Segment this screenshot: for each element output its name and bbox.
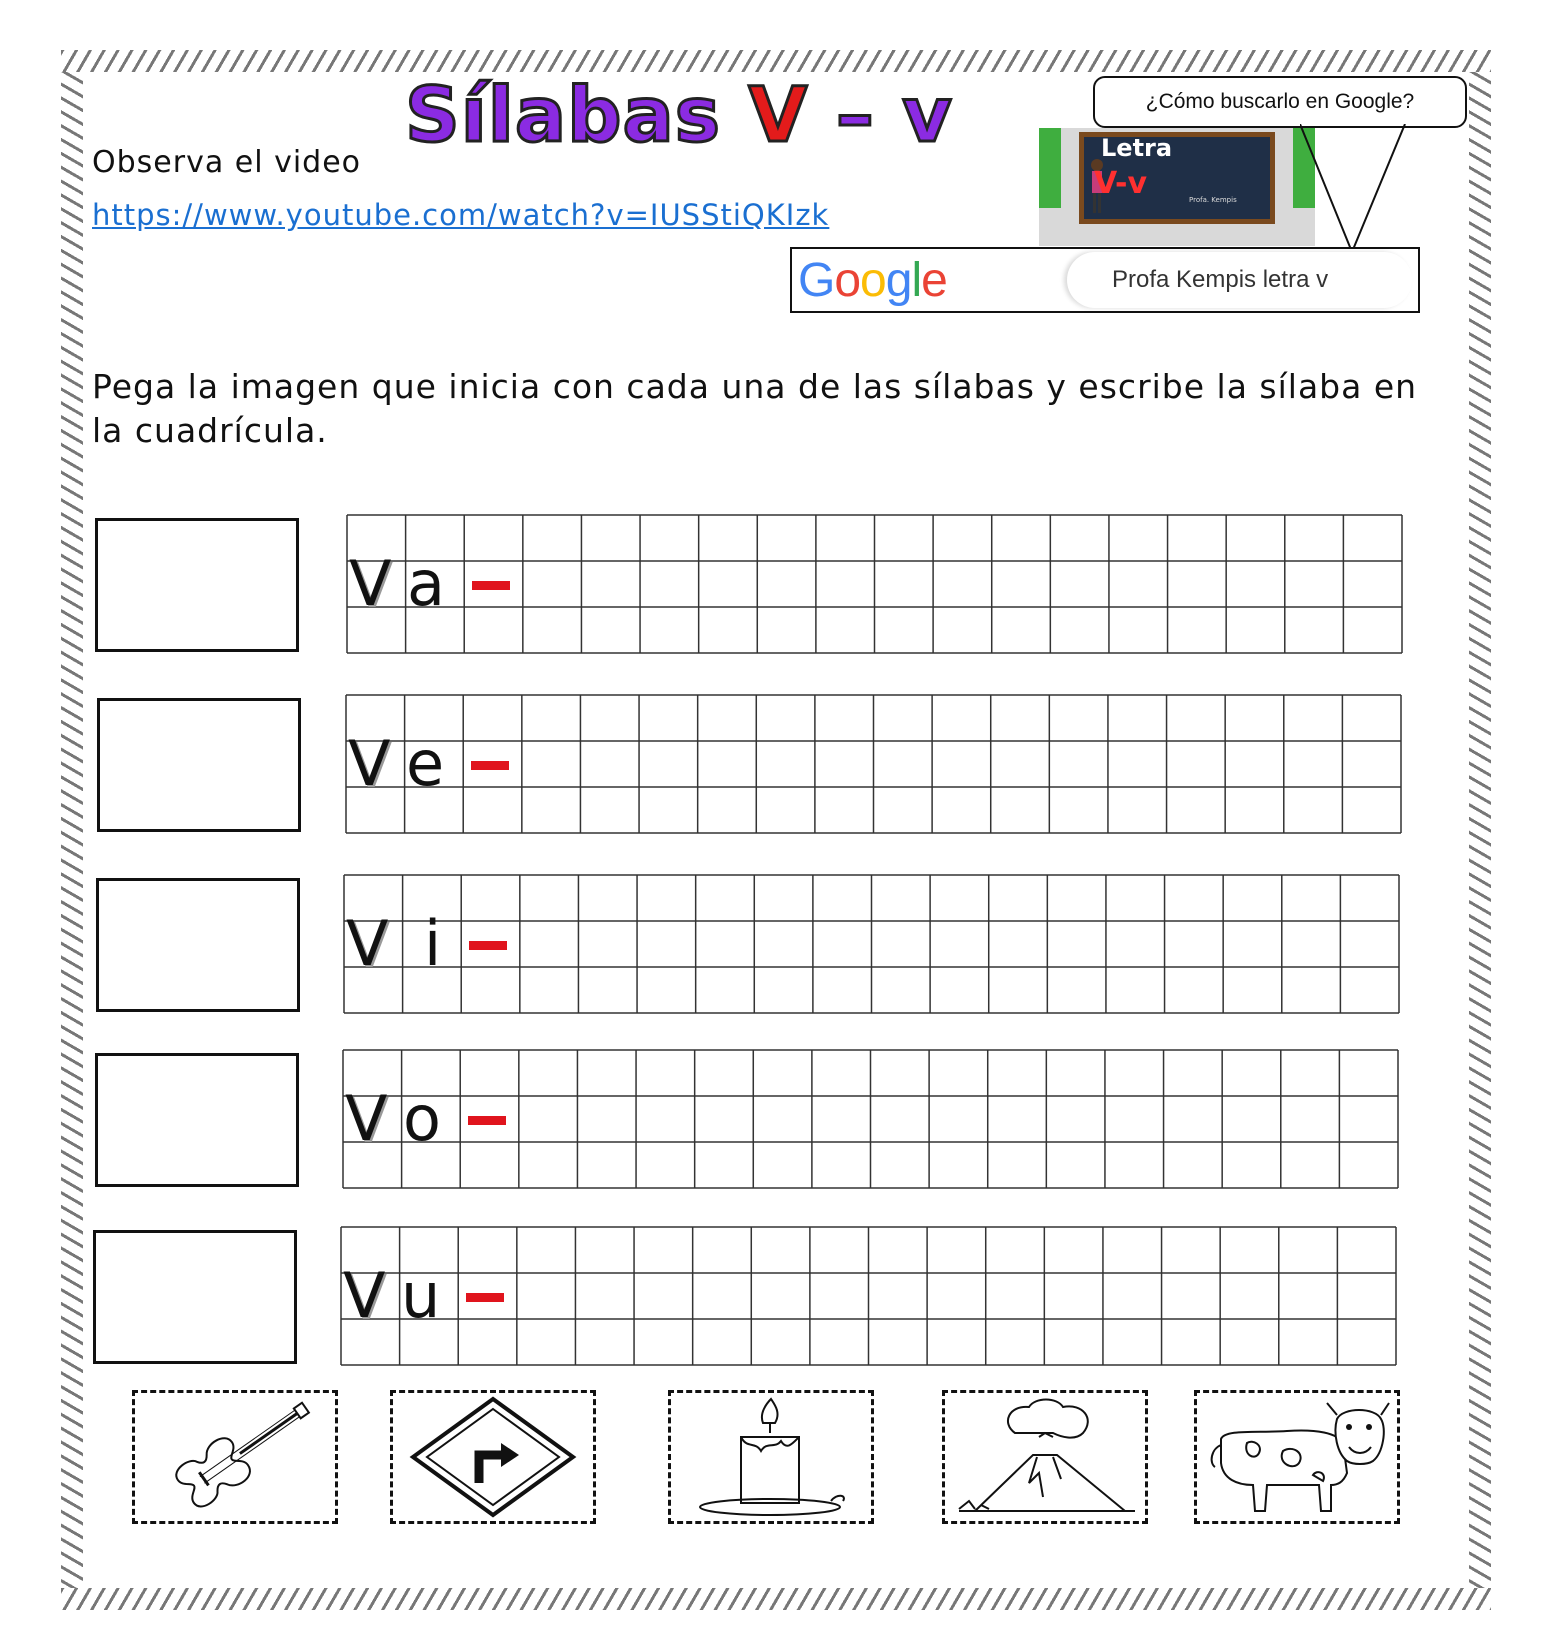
syllable-vowel: u bbox=[401, 1259, 441, 1332]
red-dash bbox=[471, 761, 509, 770]
candle-icon bbox=[671, 1393, 871, 1521]
cutout-card-cow[interactable] bbox=[1194, 1390, 1400, 1524]
cutout-card-volcano[interactable] bbox=[942, 1390, 1148, 1524]
red-dash bbox=[466, 1293, 504, 1302]
video-thumbnail[interactable] bbox=[1039, 128, 1315, 246]
speech-bubble-text: ¿Cómo buscarlo en Google? bbox=[1145, 90, 1415, 113]
volcano-icon bbox=[945, 1393, 1145, 1521]
speech-bubble-tail bbox=[1300, 124, 1420, 254]
red-dash bbox=[468, 1116, 506, 1125]
google-logo-letter: l bbox=[911, 254, 922, 307]
google-search-example bbox=[790, 247, 1420, 313]
google-logo-letter: o bbox=[860, 254, 886, 307]
thumbnail-line-1: Letra bbox=[1101, 134, 1173, 162]
syllable-consonant: V bbox=[345, 1082, 388, 1155]
syllable-vowel: o bbox=[403, 1082, 441, 1155]
cutout-card-violin[interactable] bbox=[132, 1390, 338, 1524]
red-dash bbox=[469, 941, 507, 950]
red-dash bbox=[472, 581, 510, 590]
image-paste-box[interactable] bbox=[96, 878, 300, 1012]
syllable-vowel: e bbox=[406, 727, 445, 800]
video-link[interactable]: https://www.youtube.com/watch?v=IUSStiQKIzk bbox=[92, 198, 830, 232]
image-paste-box[interactable] bbox=[93, 1230, 297, 1364]
google-logo-letter: e bbox=[921, 254, 947, 307]
search-query: Profa Kempis letra v bbox=[1112, 266, 1329, 293]
google-logo-letter: g bbox=[885, 254, 912, 307]
search-input bbox=[1067, 252, 1412, 308]
syllable-consonant: V bbox=[348, 727, 391, 800]
syllable-vowel: i bbox=[424, 907, 442, 980]
image-paste-box[interactable] bbox=[97, 698, 301, 832]
image-paste-box[interactable] bbox=[95, 1053, 299, 1187]
thumbnail-line-2: V-v bbox=[1094, 166, 1148, 201]
syllable-consonant: V bbox=[349, 547, 392, 620]
title-uppercase-letter: V bbox=[748, 70, 809, 159]
observe-label: Observa el video bbox=[92, 145, 362, 180]
cutout-card-candle[interactable] bbox=[668, 1390, 874, 1524]
cutout-card-road-sign[interactable] bbox=[390, 1390, 596, 1524]
syllable-vowel: a bbox=[407, 547, 445, 620]
speech-bubble bbox=[1093, 76, 1467, 128]
thumbnail-line-3: Profa. Kempis bbox=[1189, 196, 1237, 204]
syllable-consonant: V bbox=[346, 907, 389, 980]
cow-icon bbox=[1197, 1393, 1397, 1521]
road-sign-icon bbox=[393, 1393, 593, 1521]
title-lowercase-letter: – v bbox=[835, 70, 953, 159]
syllable-consonant: V bbox=[343, 1259, 386, 1332]
page-title bbox=[405, 70, 953, 159]
google-logo bbox=[798, 253, 947, 308]
title-word: Sílabas bbox=[405, 70, 722, 159]
image-paste-box[interactable] bbox=[95, 518, 299, 652]
curtain-left bbox=[1039, 128, 1061, 208]
instructions-text: Pega la imagen que inicia con cada una de las sílabas y escribe la sílaba en la cuadrícula. bbox=[92, 367, 1418, 450]
google-logo-letter: G bbox=[798, 254, 835, 307]
violin-icon bbox=[135, 1393, 335, 1521]
google-logo-letter: o bbox=[834, 254, 861, 307]
